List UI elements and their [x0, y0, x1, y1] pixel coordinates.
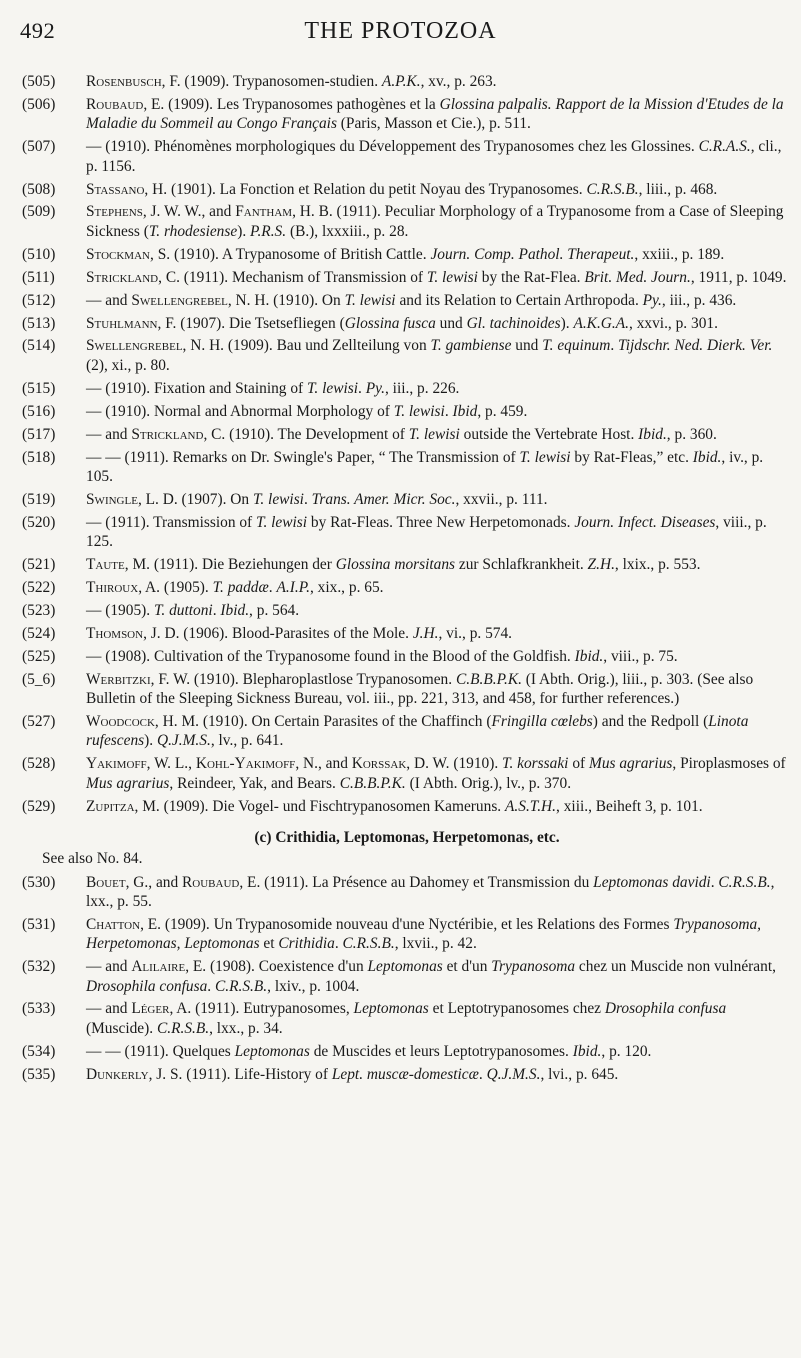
reference-text: G., and [129, 873, 183, 891]
reference-text: A. (1905). [142, 579, 213, 596]
reference-text: E. (1909). Les Trypanosomes pathogènes et la [147, 95, 440, 113]
reference-text: , A. (1911). Eutrypanosomes, [169, 1000, 354, 1018]
reference-text: Leptomonas [353, 1000, 429, 1018]
reference-text: Swellengrebel [131, 291, 228, 309]
reference-entry: (531) Chatton, E. (1909). Un Trypanosomide nouveau d'une Nyctéribie, et les Relations des Formes Trypanosoma, Herpetomonas, Leptomonas et Crithidia. C.R.S.B., lxvii., p. 42. [22, 915, 761, 953]
reference-text: C.R.S.B. [586, 180, 639, 198]
reference-text: — (1910). Phénomènes morphologiques du Développement des Trypanosomes chez les Glossines. [86, 138, 699, 156]
reference-number: (509) [22, 203, 56, 221]
reference-text: (2), xi., p. 80. [86, 356, 170, 374]
reference-text: Q.J.M.S. [486, 1065, 541, 1083]
reference-author: Stockman [86, 245, 150, 263]
reference-text: Gl. tachinoides [466, 314, 561, 332]
reference-number: (531) [22, 915, 56, 933]
reference-author: Roubaud [86, 95, 144, 113]
page-number: 492 [20, 18, 56, 43]
reference-entry [22, 448, 792, 487]
reference-text: T. lewisi [426, 268, 478, 286]
reference-number: (5_6) [22, 670, 56, 688]
reference-text: et d'un [442, 958, 492, 976]
reference-entry: (513) Stuhlmann, F. (1907). Die Tsetsefliegen (Glossina fusca und Gl. tachinoides). A.K.G.A., xxvi., p. 301. [22, 314, 718, 332]
reference-text: Trans. Amer. Micr. Soc. [311, 490, 456, 508]
reference-entry [22, 999, 792, 1038]
reference-text: , p. 120. [601, 1042, 652, 1060]
reference-text: (I Abth. Orig.), lv., p. 370. [405, 774, 572, 792]
reference-entry [22, 291, 792, 310]
reference-text: C.R.S.B. [214, 977, 268, 995]
reference-text: und [511, 337, 543, 355]
reference-text: de Muscides et leurs Leptotrypanosomes. [309, 1042, 573, 1060]
reference-text: A.I.P. [276, 579, 310, 596]
reference-text: C.B.B.P.K. [339, 774, 406, 792]
reference-text: Fringilla cœlebs [491, 713, 593, 731]
reference-text: — (1910). Normal and Abnormal Morphology of [86, 402, 394, 420]
reference-author: Swellengrebel [86, 337, 183, 355]
reference-entry: (528) Yakimoff, W. L., Kohl-Yakimoff, N., and Korssak, D. W. (1910). T. korssaki of Mus agrarius, Piroplasmoses of Mus agrarius, Reindeer, Yak, and Bears. C.B.B.P.K. (I Abth. Orig.), lv., p. 370. [22, 755, 786, 792]
reference-text: and its Relation to Certain Arthropoda. [395, 291, 643, 309]
reference-text: . [710, 873, 719, 891]
reference-text: (Muscide). [86, 1019, 157, 1037]
reference-number: (517) [22, 425, 56, 443]
reference-list-c [22, 873, 792, 1084]
reference-text: , E. (1908). Coexistence d'un [185, 958, 368, 976]
reference-text: , p. 459. [477, 402, 528, 420]
reference-text: F. (1909). Trypanosomen-studien. [165, 73, 382, 90]
reference-text: Léger [131, 1000, 170, 1018]
reference-number: (506) [22, 95, 56, 113]
reference-text: — and [86, 425, 132, 443]
reference-text: H. (1901). La Fonction et Relation du petit Noyau des Trypanosomes. [148, 180, 587, 198]
reference-text: , Reindeer, Yak, and Bears. [169, 774, 340, 792]
reference-text: — — (1911). Quelques [86, 1042, 235, 1060]
reference-entry [22, 647, 792, 666]
reference-text: , N. H. (1910). On [227, 291, 345, 309]
reference-text: , p. 564. [249, 601, 300, 619]
reference-number: (512) [22, 291, 56, 309]
page-header [20, 18, 781, 54]
reference-text: T. gambiense [430, 337, 512, 355]
reference-text: et [259, 935, 279, 953]
reference-number: (525) [22, 647, 56, 665]
reference-entry: (530) Bouet, G., and Roubaud, E. (1911). La Présence au Dahomey et Transmission du Leptomonas davidi. C.R.S.B., lxx., p. 55. [22, 873, 775, 910]
reference-text: Brit. Med. Journ. [584, 268, 691, 286]
reference-text: ). [560, 314, 574, 332]
reference-text: T. paddæ [212, 579, 269, 596]
reference-text: Leptomonas davidi [593, 873, 711, 891]
reference-text: (I Abth. Orig.), liii., p. 303. (See also Bulletin of the Sleeping Sickness Bureau, vol. iii., pp. 221, 313, and 458, for further references.) [86, 670, 754, 708]
reference-text: C.R.S.B. [156, 1019, 210, 1037]
reference-text: Z.H. [587, 556, 615, 574]
reference-text: P.R.S. [250, 222, 287, 240]
reference-author: Thomson [86, 624, 144, 642]
reference-text: Tijdschr. Ned. Dierk. Ver. [618, 337, 773, 355]
reference-text: T. rhodesiense [148, 222, 238, 240]
reference-author: Stephens [86, 203, 143, 221]
reference-entry: (505) Rosenbusch, F. (1909). Trypanosomen-studien. A.P.K., xv., p. 263. [22, 73, 497, 90]
reference-text: Ibid. [572, 1042, 602, 1060]
reference-text: Trypanosoma [491, 958, 576, 976]
reference-text: zur Schlafkrankheit. [455, 556, 588, 574]
reference-text: T. korssaki [502, 755, 569, 773]
reference-number: (523) [22, 601, 56, 619]
reference-text: Ibid. [220, 601, 250, 619]
reference-text: Drosophila confusa [86, 977, 208, 995]
reference-text: , H. B. (1911). Peculiar Morphology of a Trypanosome from a Case of Sleeping Sickness ( [86, 203, 784, 240]
reference-author: Swingle [86, 490, 138, 508]
reference-text: (B.), lxxxiii., p. 28. [286, 222, 409, 240]
reference-text: M. (1911). Die Beziehungen der [128, 556, 336, 574]
reference-text: — (1910). Fixation and Staining of [86, 379, 308, 397]
reference-number: (535) [22, 1065, 56, 1083]
reference-text: , xv., p. 263. [420, 73, 497, 90]
reference-number: (515) [22, 379, 56, 397]
reference-entry: (514) Swellengrebel, N. H. (1909). Bau und Zellteilung von T. gambiense und T. equinum. Tijdschr. Ned. Dierk. Ver. (2), xi., p. 80. [22, 337, 773, 374]
reference-text: T. lewisi [408, 425, 460, 443]
reference-entry [22, 601, 792, 620]
reference-entry [22, 1042, 792, 1061]
reference-number: (530) [22, 873, 56, 891]
reference-text: C.B.B.P.K. [455, 670, 522, 688]
reference-text: — (1911). Transmission of [86, 513, 257, 531]
reference-text: Ibid. [638, 425, 667, 443]
reference-number: (524) [22, 624, 56, 642]
reference-text: , xiii., Beiheft 3, p. 101. [556, 797, 703, 815]
reference-entry [22, 137, 792, 176]
reference-entry: (508) Stassano, H. (1901). La Fonction et Relation du petit Noyau des Trypanosomes. C.R.S.B., liii., p. 468. [22, 180, 718, 198]
reference-entry: (535) Dunkerly, J. S. (1911). Life-History of Lept. muscæ-domesticæ. Q.J.M.S., lvi., p. 645. [22, 1065, 619, 1083]
reference-number: (510) [22, 245, 56, 263]
reference-text: et Leptotrypanosomes chez [428, 1000, 605, 1018]
reference-text: , lvi., p. 645. [540, 1065, 619, 1083]
reference-author: Werbitzki [86, 670, 151, 688]
reference-text: T. lewisi [393, 402, 445, 420]
reference-text: M. (1909). Die Vogel- und Fischtrypanosomen Kameruns. [138, 797, 505, 815]
reference-text: C. (1911). Mechanism of Transmission of [161, 268, 427, 286]
reference-entry: (506) Roubaud, E. (1909). Les Trypanosomes pathogènes et la Glossina palpalis. Rapport de la Mission d'Etudes de la Maladie du Sommeil au Congo Français (Paris, Masson et Cie.), p. 511. [22, 95, 784, 133]
reference-author: Strickland [86, 268, 159, 286]
reference-text: Fantham [235, 203, 293, 221]
reference-text: , iii., p. 436. [661, 291, 737, 309]
reference-number: (514) [22, 337, 56, 355]
reference-text: Roubaud [182, 873, 240, 891]
reference-text: (Paris, Masson et Cie.), p. 511. [336, 115, 531, 133]
reference-text: , xxvi., p. 301. [629, 314, 718, 332]
reference-text: Py. [642, 291, 662, 309]
reference-text: Ibid [452, 402, 478, 420]
reference-text: , D. W. (1910). [406, 755, 503, 773]
reference-text: Glossina fusca [344, 314, 436, 332]
reference-text: , C. (1910). The Development of [203, 425, 409, 443]
reference-entry: (524) Thomson, J. D. (1906). Blood-Parasites of the Mole. J.H., vi., p. 574. [22, 624, 513, 642]
reference-number: (534) [22, 1042, 56, 1060]
reference-text: J. W. W., and [146, 203, 236, 221]
reference-text: Mus agrarius [589, 755, 673, 773]
reference-text: Alilaire [131, 958, 186, 976]
reference-text: , 1911, p. 1049. [690, 268, 787, 286]
reference-text: L. D. (1907). On [141, 490, 253, 508]
bibliography [22, 72, 792, 1088]
reference-text: F. W. (1910). Blepharoplastlose Trypanosomen. [154, 670, 456, 688]
reference-text: Crithidia [278, 935, 335, 953]
reference-text: T. lewisi [307, 379, 359, 397]
reference-text: ). [237, 222, 251, 240]
reference-text: , E. (1911). La Présence au Dahomey et Transmission du [239, 873, 594, 891]
reference-text: , xxiii., p. 189. [634, 245, 725, 263]
reference-text: , Piroplasmoses of [672, 755, 786, 773]
reference-number: (508) [22, 180, 56, 198]
reference-number: (505) [22, 73, 56, 90]
reference-text: T. lewisi [519, 448, 571, 466]
reference-text: . [610, 337, 619, 355]
reference-text: Lept. muscæ-domesticæ [331, 1065, 479, 1083]
reference-number: (532) [22, 958, 56, 976]
reference-text: . [358, 379, 366, 397]
reference-number: (533) [22, 1000, 56, 1018]
reference-entry: (510) Stockman, S. (1910). A Trypanosome of British Cattle. Journ. Comp. Pathol. Therapeut., xxiii., p. 189. [22, 245, 725, 263]
reference-author: Woodcock [86, 713, 155, 731]
reference-number: (522) [22, 579, 56, 596]
reference-text: — — (1911). Remarks on Dr. Swingle's Paper, “ The Transmission of [86, 448, 520, 466]
reference-text: , lv., p. 641. [210, 732, 284, 750]
reference-entry: (511) Strickland, C. (1911). Mechanism of Transmission of T. lewisi by the Rat-Flea. Brit. Med. Journ., 1911, p. 1049. [22, 268, 787, 286]
reference-text: Py. [365, 379, 385, 397]
reference-text: . [212, 601, 221, 619]
reference-text: , lxix., p. 553. [614, 556, 701, 574]
reference-entry: (529) Zupitza, M. (1909). Die Vogel- und Fischtrypanosomen Kameruns. A.S.T.H., xiii., Beiheft 3, p. 101. [22, 797, 703, 815]
reference-author: Zupitza [86, 797, 135, 815]
reference-text: A.S.T.H. [505, 797, 557, 815]
reference-entry: (527) Woodcock, H. M. (1910). On Certain Parasites of the Chaffinch (Fringilla cœlebs) and the Redpoll (Linota rufescens). Q.J.M.S., lv., p. 641. [22, 713, 749, 750]
reference-author: Yakimoff [86, 755, 147, 773]
reference-text: Journ. Infect. Diseases [574, 513, 716, 531]
reference-text: und [435, 314, 467, 332]
reference-text: Journ. Comp. Pathol. Therapeut. [430, 245, 635, 263]
reference-number: (513) [22, 314, 56, 332]
reference-text: C.R.S.B. [718, 873, 771, 891]
reference-author: Bouet [86, 873, 126, 891]
reference-author: Rosenbusch [86, 73, 162, 90]
reference-entry [22, 513, 792, 552]
reference-text: — (1905). [86, 601, 154, 619]
reference-text: C.R.A.S. [698, 138, 751, 156]
reference-text: . [268, 579, 277, 596]
reference-entry: (5_6) Werbitzki, F. W. (1910). Blepharoplastlose Trypanosomen. C.B.B.P.K. (I Abth. Orig.), liii., p. 303. (See also Bulletin of the Sleeping Sickness Bureau, vol. iii., pp. 221, 313, and 458, for further references.) [22, 670, 754, 708]
reference-number: (507) [22, 138, 56, 156]
reference-text: Leptomonas [234, 1042, 310, 1060]
reference-text: Glossina palpalis. Rapport de la Mission d'Etudes de la Maladie du Sommeil au Congo Français [86, 95, 784, 133]
reference-list-b [22, 72, 792, 816]
reference-entry [22, 402, 792, 421]
reference-text: T. equinum [542, 337, 611, 355]
reference-text: H. M. (1910). On Certain Parasites of the Chaffinch ( [158, 713, 492, 731]
reference-entry: (522) Thiroux, A. (1905). T. paddæ. A.I.P., xix., p. 65. [22, 579, 384, 596]
reference-text: S. (1910). A Trypanosome of British Cattle. [153, 245, 431, 263]
reference-entry [22, 957, 792, 996]
reference-text: outside the Vertebrate Host. [459, 425, 639, 443]
reference-text: , liii., p. 468. [638, 180, 718, 198]
reference-text: . [303, 490, 312, 508]
reference-text: Korssak [351, 755, 407, 773]
reference-text: ). [144, 732, 157, 750]
reference-text: T. lewisi [252, 490, 304, 508]
reference-text: , lxiv., p. 1004. [267, 977, 360, 995]
reference-text: , cli., p. 1156. [86, 138, 782, 175]
reference-entry: (519) Swingle, L. D. (1907). On T. lewisi. Trans. Amer. Micr. Soc., xxvii., p. 111. [22, 490, 548, 508]
reference-text: , N., and [295, 755, 352, 773]
reference-author: Dunkerly [86, 1065, 149, 1083]
reference-text: , vi., p. 574. [438, 624, 513, 642]
reference-author: Stuhlmann [86, 314, 158, 332]
reference-text: , xxvii., p. 111. [455, 490, 548, 508]
reference-text: Ibid. [692, 448, 722, 466]
reference-number: (529) [22, 797, 56, 815]
reference-text: by Rat-Fleas,” etc. [570, 448, 693, 466]
reference-author: Chatton [86, 915, 141, 933]
reference-text: J.H. [412, 624, 439, 642]
reference-text: — and [86, 291, 132, 309]
running-title: THE PROTOZOA [304, 18, 497, 44]
reference-text: — and [86, 1000, 132, 1018]
reference-number: (519) [22, 490, 56, 508]
reference-number: (511) [22, 268, 55, 286]
reference-text: T. lewisi [256, 513, 308, 531]
reference-text: , lxx., p. 55. [86, 873, 775, 910]
reference-number: (528) [22, 755, 56, 773]
reference-text: J. S. (1911). Life-History of [152, 1065, 332, 1083]
reference-number: (518) [22, 448, 56, 466]
reference-text: J. D. (1906). Blood-Parasites of the Mole. [146, 624, 413, 642]
reference-number: (516) [22, 402, 56, 420]
reference-number: (520) [22, 513, 56, 531]
reference-text: , iii., p. 226. [384, 379, 460, 397]
reference-text: E. (1909). Un Trypanosomide nouveau d'une Nyctéribie, et les Relations des Formes [143, 915, 674, 933]
reference-entry: (521) Taute, M. (1911). Die Beziehungen der Glossina morsitans zur Schlafkrankheit. Z.H., lxix., p. 553. [22, 556, 701, 574]
reference-text: , viii., p. 75. [603, 647, 678, 665]
see-also-note: See also No. 84. [42, 850, 143, 868]
reference-text: Drosophila confusa [604, 1000, 727, 1018]
reference-text: Kohl-Yakimoff [195, 755, 296, 773]
reference-text: Ibid. [574, 647, 604, 665]
reference-entry [22, 425, 792, 444]
reference-text: Leptomonas [367, 958, 443, 976]
reference-text: T. duttoni [153, 601, 213, 619]
reference-text: Linota rufescens [86, 713, 749, 750]
reference-text: ) and the Redpoll ( [592, 713, 709, 731]
reference-author: Thiroux [86, 579, 139, 596]
reference-text: F. (1907). Die Tsetsefliegen ( [161, 314, 345, 332]
reference-text: . [207, 977, 215, 995]
reference-text: Glossina morsitans [335, 556, 456, 574]
reference-entry [22, 379, 792, 398]
reference-text: C.R.S.B. [342, 935, 395, 953]
reference-text: . [478, 1065, 487, 1083]
reference-author: Stassano [86, 180, 145, 198]
reference-text: , p. 360. [666, 425, 717, 443]
reference-text: , lxx., p. 34. [209, 1019, 283, 1037]
reference-number: (527) [22, 713, 56, 731]
reference-text: , xix., p. 65. [309, 579, 384, 596]
reference-text: — and [86, 958, 132, 976]
reference-text: , viii., p. 125. [86, 513, 767, 551]
reference-text: T. lewisi [344, 291, 396, 309]
reference-text: Q.J.M.S. [156, 732, 211, 750]
reference-text: W. L., [150, 755, 196, 773]
reference-text: A.K.G.A. [573, 314, 630, 332]
reference-entry: (509) Stephens, J. W. W., and Fantham, H. B. (1911). Peculiar Morphology of a Trypanosome from a Case of Sleeping Sickness (T. rhodesiense). P.R.S. (B.), lxxxiii., p. 28. [22, 203, 784, 240]
reference-text: of [568, 755, 589, 773]
reference-text: Trypanosoma, Herpetomonas, Leptomonas [86, 915, 761, 953]
reference-text: . [444, 402, 453, 420]
reference-text: , lxvii., p. 42. [394, 935, 477, 953]
reference-text: chez un Muscide non vulnérant, [575, 958, 776, 976]
reference-text: , iv., p. 105. [86, 448, 764, 485]
section-heading: (c) Crithidia, Leptomonas, Herpetomonas, etc. [254, 828, 560, 846]
reference-text: by the Rat-Flea. [477, 268, 585, 286]
reference-text: Strickland [131, 425, 204, 443]
reference-text: N. H. (1909). Bau und Zellteilung von [186, 337, 431, 355]
reference-text: by Rat-Fleas. Three New Herpetomonads. [307, 513, 575, 531]
reference-author: Taute [86, 556, 125, 574]
reference-text: Mus agrarius [86, 774, 170, 792]
reference-text: A.P.K. [381, 73, 421, 90]
reference-number: (521) [22, 556, 56, 574]
reference-text: — (1908). Cultivation of the Trypanosome found in the Blood of the Goldfish. [86, 647, 575, 665]
reference-text: . [334, 935, 343, 953]
